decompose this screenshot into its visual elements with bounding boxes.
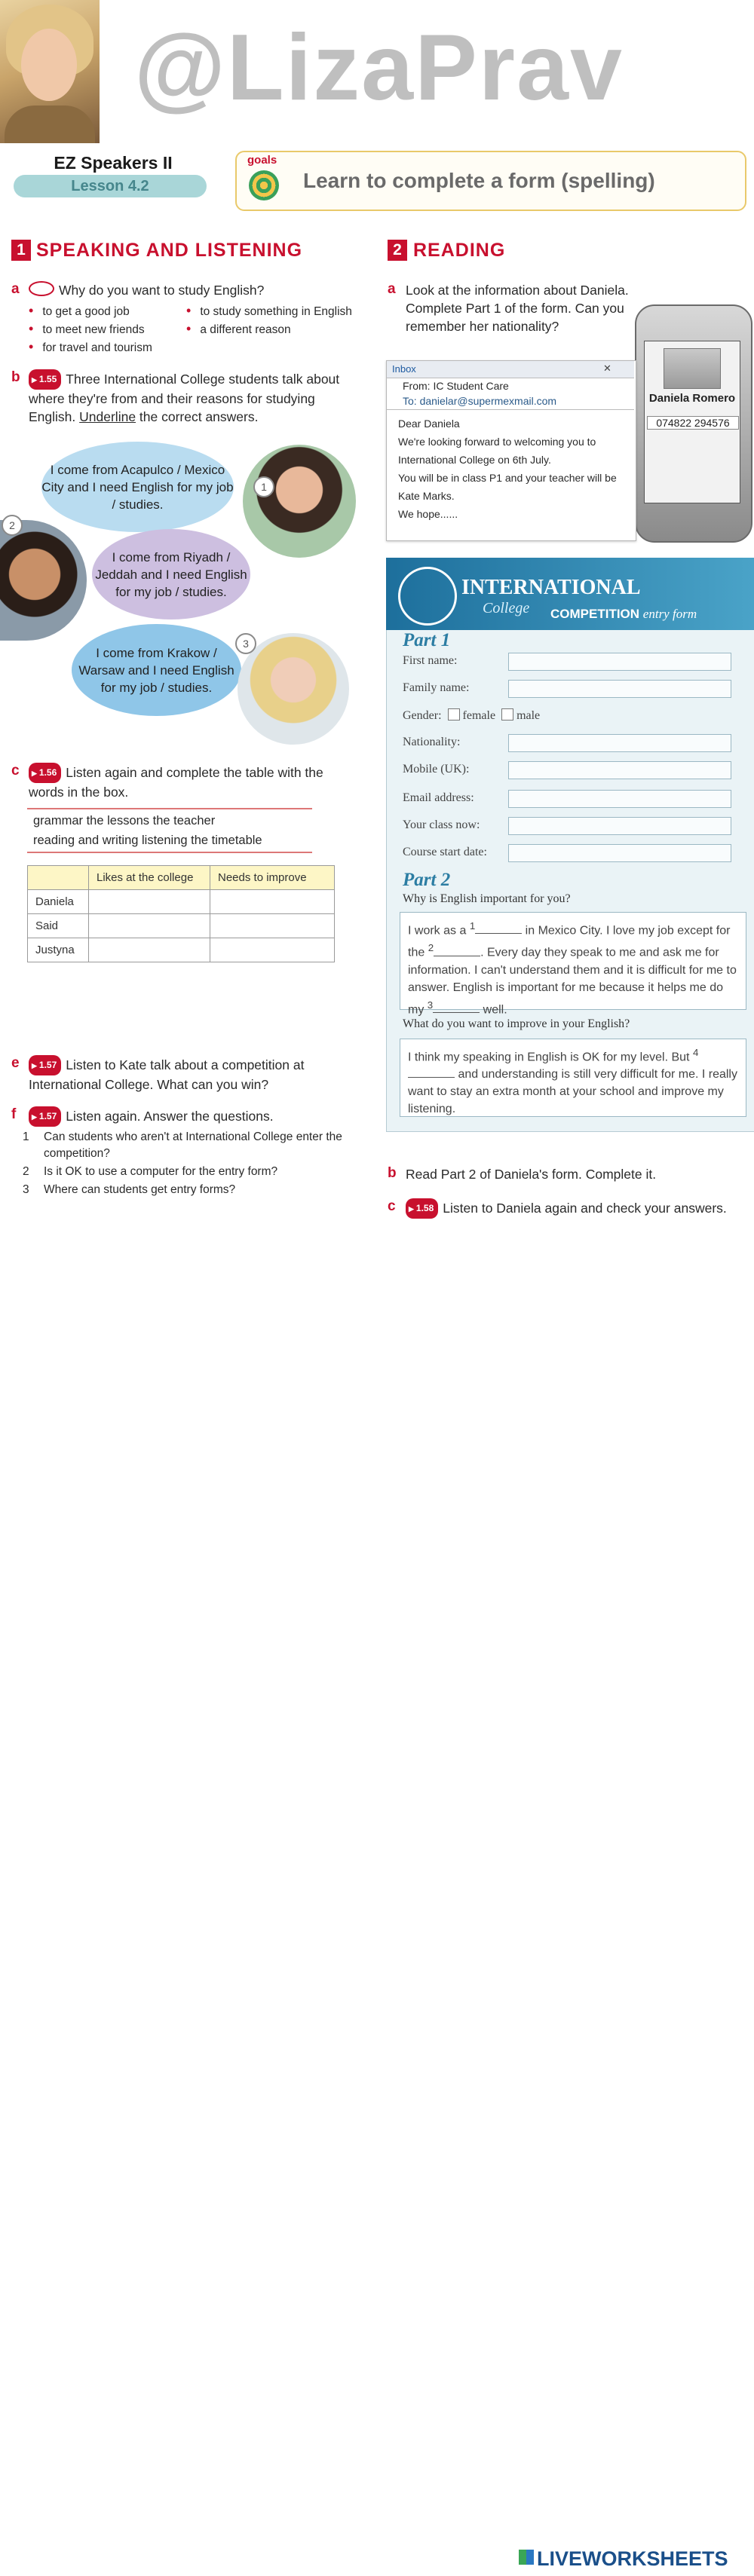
email-body-line: Kate Marks. [398,490,455,502]
blank-4[interactable] [408,1077,455,1078]
audio-play-icon[interactable]: ▶ 1.57 [29,1055,61,1075]
audio-play-icon[interactable]: ▶ 1.57 [29,1106,61,1127]
table-row [28,914,335,938]
family-name-field[interactable] [508,680,731,698]
email-toolbar [387,361,634,378]
email-body-line: We hope...... [398,508,458,520]
answer-box-2: I think my speaking in English is OK for my level. But $^4$ and understanding is still very difficult for me. I really want to stay an extra month at your school and improve my listening. [400,1039,746,1117]
brand-name: INTERNATIONAL [461,576,641,599]
exercise-letter: c [388,1198,396,1214]
mobile-field[interactable] [508,761,731,779]
row-label: Justyna [28,938,89,962]
email-field[interactable] [508,790,731,808]
reason-item: • to meet new friends [29,321,145,337]
blank-3[interactable] [433,1012,480,1013]
bubble-number: 2 [2,515,23,536]
answer-box-1: I work as a $^1$ in Mexico City. I love my job except for the $^2$ . Every day they speak to me and ask me for information. I can't understand them and it is difficult for me to answer. English is important for me because it helps me do my $^3$ well. [400,912,746,1010]
row-label: Said [28,914,89,938]
gender-row: Gender: female male [403,709,541,722]
exercise-letter: e [11,1055,20,1071]
table-header [28,866,89,890]
word-box-line: grammar the lessons the teacher [33,814,216,828]
speech-bubble-icon [29,281,54,296]
close-icon: ✕ [603,363,611,374]
section-number: 2 [388,240,407,261]
audio-play-icon[interactable]: ▶ 1.58 [406,1198,438,1219]
lesson-badge: Lesson 4.2 [14,175,207,197]
form-question: What do you want to improve in your English? [403,1017,630,1030]
table-header: Needs to improve [210,866,335,890]
target-icon [249,170,279,200]
exercise-2b-instruction: Read Part 2 of Daniela's form. Complete it. [406,1167,657,1182]
field-label: Your class now: [403,818,480,831]
inbox-label: Inbox [392,363,416,375]
answer-cell[interactable] [210,914,335,938]
question-number: 1 [23,1130,29,1143]
exercise-c-instruction: ▶ 1.56 Listen again and complete the table with the words in the box. [29,763,345,801]
contact-number: 074822 294576 [647,416,739,430]
answer-cell[interactable] [210,890,335,914]
field-label: Nationality: [403,736,461,748]
table-header: Likes at the college [89,866,210,890]
student-photo-2 [0,520,87,641]
globe-icon [398,567,457,626]
nationality-field[interactable] [508,734,731,752]
exercise-letter: b [388,1165,397,1181]
speech-bubble-3: I come from Krakow / Warsaw and I need English for my job / studies. [72,624,241,716]
email-from: From: IC Student Care [403,380,509,392]
answer-cell[interactable] [89,914,210,938]
exercise-2c-instruction: ▶ 1.58 Listen to Daniela again and check your answers. [406,1198,752,1219]
teacher-avatar [0,0,100,143]
start-date-field[interactable] [508,844,731,862]
field-label: Family name: [403,681,470,694]
field-label: Course start date: [403,846,487,858]
question-text: Where can students get entry forms? [44,1183,236,1196]
section-title: READING [413,240,506,261]
field-label: Mobile (UK): [403,763,470,776]
lesson-goal: Learn to complete a form (spelling) [303,169,655,192]
contact-name: Daniela Romero [648,392,736,405]
exercise-b-instruction: ▶ 1.55 Three International College students talk about where they're from and their reasons for studying English. Underline the correct answers. [29,369,345,426]
word-box [27,808,312,853]
email-body-line: We're looking forward to welcoming you to [398,436,596,448]
exercise-f-instruction: ▶ 1.57 Listen again. Answer the questions. [29,1106,345,1127]
student-photo-1 [243,445,356,558]
reason-item: • to get a good job [29,303,130,319]
email-body-line: Dear Daniela [398,418,460,430]
exercise-letter: a [11,281,20,297]
audio-play-icon[interactable]: ▶ 1.55 [29,369,61,390]
reason-item: • for travel and tourism [29,339,152,355]
email-to: To: danielar@supermexmail.com [403,395,557,407]
exercise-letter: b [11,369,20,385]
male-checkbox[interactable] [501,708,513,720]
form-question: Why is English important for you? [403,892,571,905]
blank-1[interactable] [475,933,522,934]
speech-bubble-1: I come from Acapulco / Mexico City and I need English for my job / studies. [41,442,234,532]
brand-sub: College [483,600,530,616]
audio-play-icon[interactable]: ▶ 1.56 [29,763,61,783]
first-name-field[interactable] [508,653,731,671]
row-label: Daniela [28,890,89,914]
speech-bubble-2: I come from Riyadh / Jeddah and I need English for my job / studies. [92,529,250,620]
contact-photo [664,348,721,389]
exercise-letter: f [11,1106,17,1122]
table-row [28,938,335,962]
watermark: @LizaPrav [134,16,624,120]
answer-cell[interactable] [89,890,210,914]
answer-cell[interactable] [210,938,335,962]
answer-table [27,865,335,962]
field-label: First name: [403,654,458,667]
exercise-e-instruction: ▶ 1.57 Listen to Kate talk about a competition at International College. What can you win? [29,1055,345,1094]
email-body-line: International College on 6th July. [398,454,551,466]
form-title: COMPETITION entry form [550,607,697,621]
part-2-heading: Part 2 [403,870,451,890]
question-text: Can students who aren't at International College enter the competition? [44,1130,342,1160]
section-number: 1 [11,240,31,261]
exercise-letter: c [11,763,20,779]
reason-item: • to study something in English [186,303,352,319]
bubble-number: 1 [253,476,274,497]
part-1-heading: Part 1 [403,630,451,650]
question-text: Is it OK to use a computer for the entry form? [44,1165,278,1178]
question-number: 3 [23,1183,29,1196]
field-label: Email address: [403,791,474,804]
question-number: 2 [23,1165,29,1178]
answer-cell[interactable] [89,938,210,962]
liveworksheets-brand: LIVEWORKSHEETS [537,2547,728,2570]
goals-label: goals [247,154,277,167]
course-level: EZ Speakers II [54,153,173,173]
liveworksheets-logo-icon [519,2550,534,2565]
class-field[interactable] [508,817,731,835]
exercise-a-question: Why do you want to study English? [29,281,264,299]
word-box-line: reading and writing listening the timetable [33,834,262,847]
table-row [28,890,335,914]
exercise-2a-instruction: Look at the information about Daniela. Complete Part 1 of the form. Can you remember her nationality? [406,283,629,334]
exercise-letter: a [388,281,396,297]
bubble-number: 3 [235,633,256,654]
female-checkbox[interactable] [448,708,460,720]
reason-item: • a different reason [186,321,291,337]
section-title: SPEAKING AND LISTENING [36,240,303,261]
email-body-line: You will be in class P1 and your teacher will be [398,472,617,484]
